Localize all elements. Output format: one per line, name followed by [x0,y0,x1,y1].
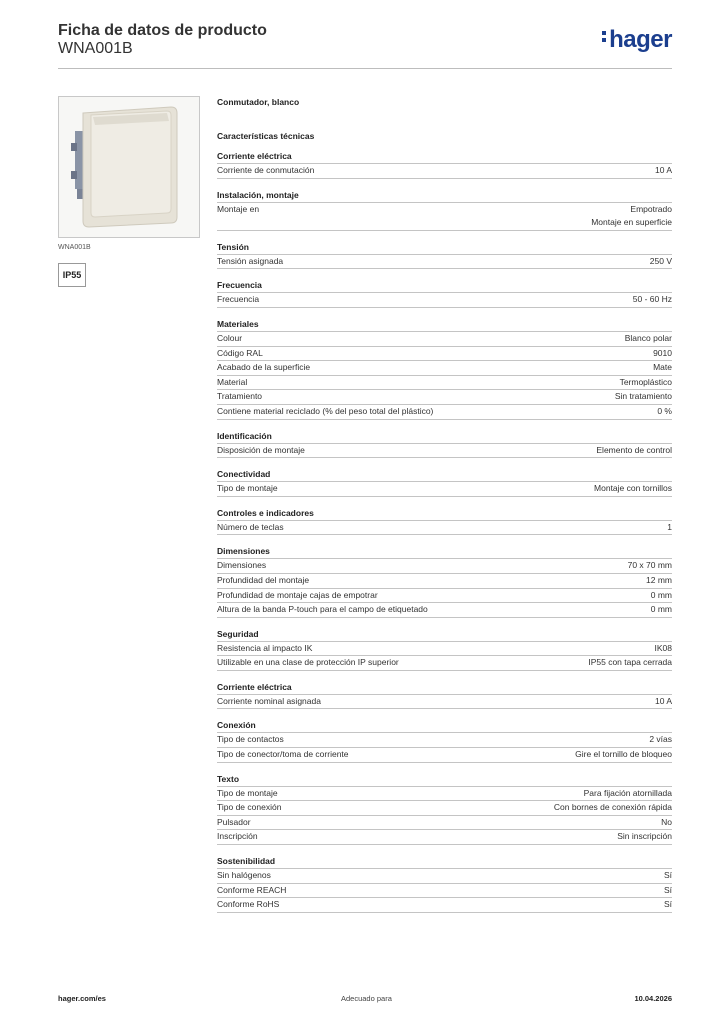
spec-row [217,816,672,831]
tech-characteristics-title: Características técnicas [217,131,315,141]
spec-value [657,405,672,419]
spec-value [661,816,672,830]
section-title: Sostenibilidad [217,855,672,869]
section-title: Controles e indicadores [217,507,672,521]
spec-value [591,203,672,230]
spec-row [217,574,672,589]
spec-row [217,559,672,574]
header-divider [58,68,672,69]
spec-value-line: Para fijación atornillada [583,787,672,798]
spec-value [653,347,672,361]
spec-label: Tipo de montaje [217,483,278,494]
spec-section [217,468,672,497]
spec-value-line: Con bornes de conexión rápida [553,802,672,813]
spec-label: Sin halógenos [217,870,271,881]
spec-value-line: 0 mm [650,589,672,600]
spec-value-line: 70 x 70 mm [627,560,672,571]
spec-value [615,390,672,404]
spec-label: Tipo de conexión [217,802,282,813]
spec-row [217,642,672,657]
spec-row [217,898,672,913]
spec-label: Resistencia al impacto IK [217,642,313,653]
spec-value-line: 0 mm [650,604,672,615]
spec-value-line: Sin inscripción [617,831,672,842]
spec-label: Dimensiones [217,560,267,571]
spec-row [217,695,672,710]
spec-value-line: 10 A [654,695,672,706]
spec-row [217,869,672,884]
spec-label: Número de teclas [217,521,284,532]
spec-value-line: Montaje con tornillos [594,483,672,494]
spec-value-line: 9010 [653,347,672,358]
spec-value-line: 10 A [654,165,672,175]
section-title: Texto [217,773,672,787]
spec-row [217,521,672,536]
spec-value [596,444,672,458]
spec-value-line: Sí [663,899,672,910]
spec-section [217,628,672,671]
spec-value [617,830,672,844]
spec-label: Tratamiento [217,391,263,402]
spec-value [664,869,672,883]
spec-row [217,733,672,748]
spec-label: Montaje en [217,203,260,214]
spec-section [217,773,672,845]
spec-row [217,332,672,347]
spec-label: Disposición de montaje [217,444,305,455]
spec-row [217,164,672,179]
spec-row [217,203,672,231]
spec-value-line: Sí [663,884,672,895]
spec-value-line: Sin tratamiento [614,391,672,402]
spec-value-line: 250 V [649,255,672,266]
section-title: Seguridad [217,628,672,642]
spec-value [646,574,672,588]
spec-label: Tensión asignada [217,255,284,266]
spec-section [217,430,672,459]
spec-value [554,801,672,815]
hager-logo: hager [602,28,672,52]
spec-label: Inscripción [217,831,258,842]
spec-label: Tipo de montaje [217,787,278,798]
spec-value-line: IP55 con tapa cerrada [588,657,672,668]
spec-row [217,347,672,362]
spec-section [217,507,672,536]
spec-row [217,748,672,763]
spec-label: Conforme REACH [217,884,287,895]
spec-label: Tipo de conector/toma de corriente [217,749,349,760]
spec-value-line: Elemento de control [596,444,672,455]
spec-row [217,482,672,497]
spec-value [584,787,672,801]
spec-value-line: Termoplástico [619,376,672,387]
spec-row [217,830,672,845]
spec-row [217,589,672,604]
spec-row [217,884,672,899]
footer-website: hager.com/es [58,994,106,1003]
spec-value [664,898,672,912]
spec-row [217,787,672,802]
section-title: Corriente eléctrica [217,150,672,164]
spec-value [594,482,672,496]
spec-section [217,318,672,420]
spec-row [217,361,672,376]
spec-section [217,681,672,710]
spec-label: Código RAL [217,347,263,358]
spec-section [217,719,672,762]
section-title: Conexión [217,719,672,733]
spec-sections [217,150,672,913]
spec-label: Pulsador [217,816,251,827]
footer-date: 10.04.2026 [634,994,672,1003]
spec-value [655,164,672,178]
spec-value-line: 2 vías [649,734,672,745]
spec-value [625,332,672,346]
spec-section [217,855,672,913]
spec-value [651,603,672,617]
spec-section [217,150,672,179]
spec-label: Material [217,376,248,387]
spec-section [217,241,672,270]
spec-row [217,444,672,459]
spec-label: Profundidad del montaje [217,574,310,585]
section-title: Frecuencia [217,279,672,293]
spec-value-line: Montaje en superficie [591,217,672,228]
spec-value [575,748,672,762]
section-title: Identificación [217,430,672,444]
spec-value [664,884,672,898]
spec-value [620,376,672,390]
ip-rating-badge: IP55 [58,263,86,287]
spec-label: Tipo de contactos [217,734,284,745]
spec-value-line: 50 - 60 Hz [632,294,672,305]
page-title: Ficha de datos de producto [58,22,267,39]
spec-value-line: No [661,816,672,827]
logo-dots-icon [602,28,607,45]
section-title: Instalación, montaje [217,189,672,203]
section-title: Materiales [217,318,672,332]
spec-value-line: Blanco polar [624,332,672,343]
spec-value [651,589,672,603]
section-title: Conectividad [217,468,672,482]
spec-value-line: 0 % [657,405,672,416]
spec-value [649,733,672,747]
section-title: Tensión [217,241,672,255]
spec-label: Corriente nominal asignada [217,695,321,706]
spec-value-line: Mate [653,362,672,373]
footer-note: Adecuado para [341,994,392,1003]
spec-value-line: Gire el tornillo de bloqueo [575,749,672,760]
page-footer [58,994,672,1008]
spec-row [217,801,672,816]
spec-value [667,521,672,535]
spec-section [217,279,672,308]
page-header [58,20,672,70]
spec-label: Acabado de la superficie [217,362,311,373]
spec-row [217,255,672,270]
spec-value-line: 12 mm [646,574,672,585]
spec-value [655,695,672,709]
spec-content [217,95,672,923]
spec-label: Frecuencia [217,294,260,305]
section-title: Corriente eléctrica [217,681,672,695]
switch-product-image [59,97,199,237]
spec-value-line: 1 [667,521,672,532]
spec-label: Corriente de conmutación [217,165,315,175]
spec-value [655,642,673,656]
spec-label: Profundidad de montaje cajas de empotrar [217,589,378,600]
spec-section [217,189,672,231]
spec-label: Altura de la banda P-touch para el campo de etiquetado [217,604,428,615]
spec-value-line: IK08 [654,642,672,653]
spec-value [650,255,672,269]
spec-value [653,361,672,375]
spec-value [588,656,672,670]
spec-value [633,293,672,307]
spec-label: Colour [217,332,243,343]
product-image [58,96,200,238]
spec-row [217,376,672,391]
spec-row [217,293,672,308]
product-name: Conmutador, blanco [217,97,300,107]
spec-value-line: Empotrado [630,203,672,214]
spec-row [217,656,672,671]
product-code: WNA001B [58,40,133,57]
spec-label: Utilizable en una clase de protección IP superior [217,657,399,668]
spec-value-line: Sí [663,870,672,881]
spec-label: Contiene material reciclado (% del peso total del plástico) [217,405,434,416]
spec-label: Conforme RoHS [217,899,280,910]
spec-section [217,545,672,617]
spec-row [217,405,672,420]
section-title: Dimensiones [217,545,672,559]
image-caption: WNA001B [58,244,91,251]
spec-row [217,390,672,405]
spec-value [628,559,672,573]
spec-row [217,603,672,618]
